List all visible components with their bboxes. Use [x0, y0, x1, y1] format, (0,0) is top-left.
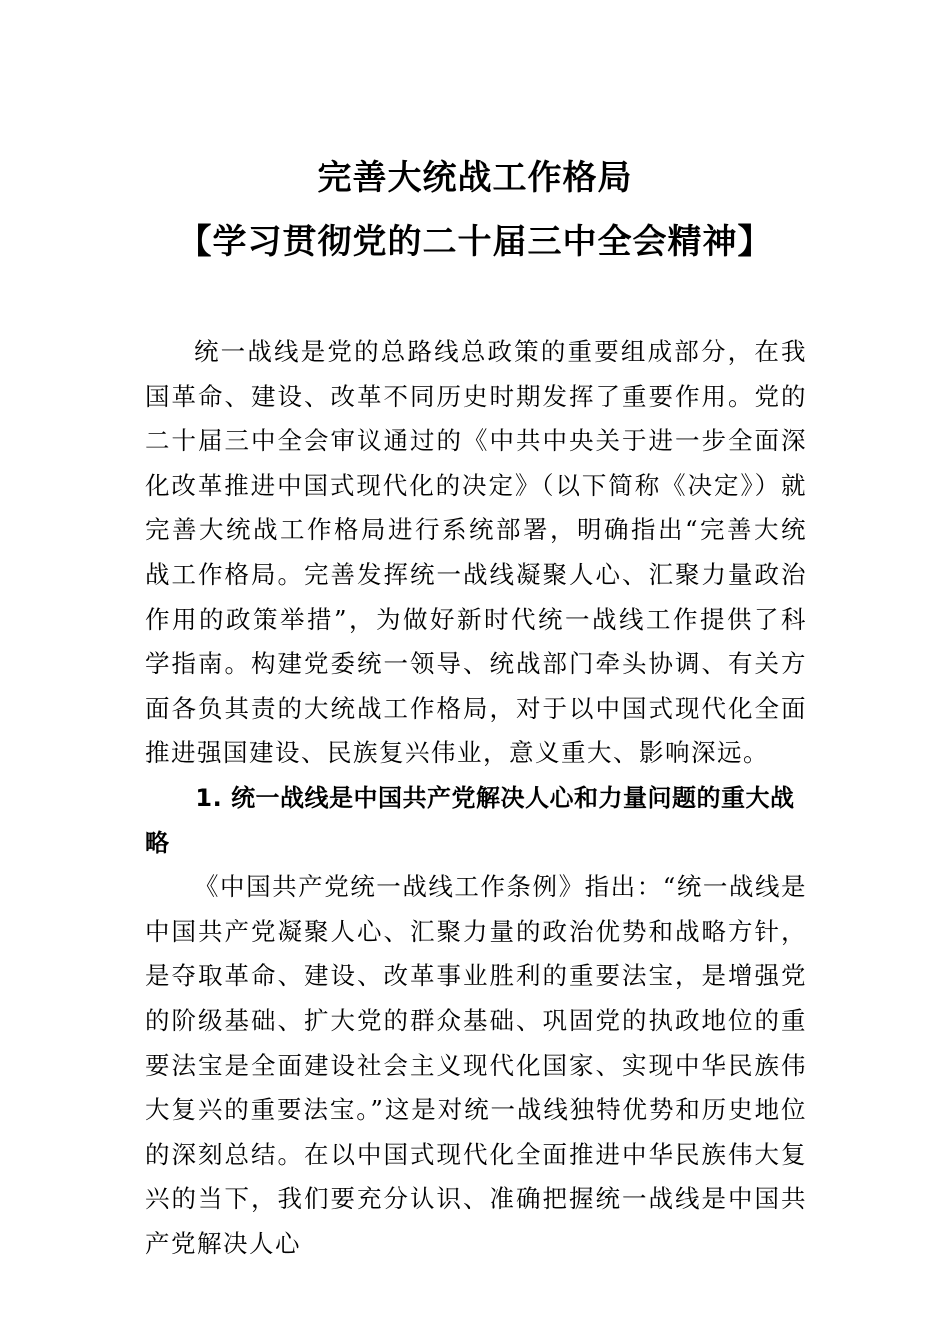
title-block — [0, 158, 950, 262]
paragraph-intro: 统一战线是党的总路线总政策的重要组成部分，在我国革命、建设、改革不同历史时期发挥了重要作用。党的二十届三中全会审议通过的《中共中央关于进一步全面深化改革推进中国式现代化的决定》（以下简称《决定》）就完善大统战工作格局进行系统部署，明确指出“完善大统战工作格局。完善发挥统一战线凝聚人心、汇聚力量政治作用的政策举措”，为做好新时代统一战线工作提供了科学指南。构建党委统一领导、统战部门牵头协调、有关方面各负其责的大统战工作格局，对于以中国式现代化全面推进强国建设、民族复兴伟业，意义重大、影响深远。 — [145, 337, 807, 768]
paragraph-section-1: 《中国共产党统一战线工作条例》指出：“统一战线是中国共产党凝聚人心、汇聚力量的政治优势和战略方针，是夺取革命、建设、改革事业胜利的重要法宝，是增强党的阶级基础、扩大党的群众基础、巩固党的执政地位的重要法宝是全面建设社会主义现代化国家、实现中华民族伟大复兴的重要法宝。”这是对统一战线独特优势和历史地位的深刻总结。在以中国式现代化全面推进中华民族伟大复兴的当下，我们要充分认识、准确把握统一战线是中国共产党解决人心 — [145, 872, 807, 1258]
page-title: 完善大统战工作格局 — [317, 158, 633, 198]
document-body — [145, 330, 807, 1266]
page-subtitle: 【学习贯彻党的二十届三中全会精神】 — [177, 222, 773, 262]
section-heading-1: 1. 统一战线是中国共产党解决人心和力量问题的重大战略 — [145, 783, 795, 857]
